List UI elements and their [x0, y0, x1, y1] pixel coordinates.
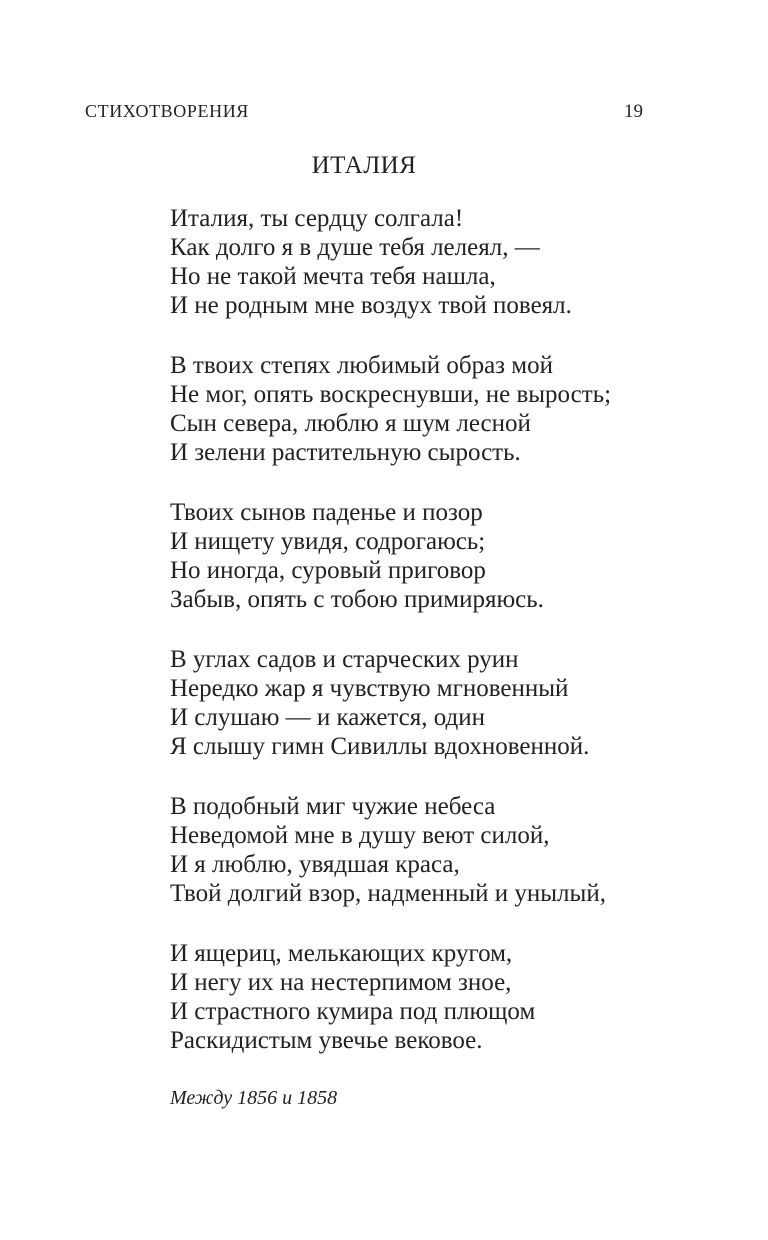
poem-line: Нередко жар я чувствую мгновенный	[170, 675, 569, 702]
running-header	[85, 100, 643, 123]
page-number: 19	[624, 101, 643, 122]
poem-title: ИТАЛИЯ	[311, 152, 417, 179]
poem-body	[170, 204, 728, 1110]
running-header-section: СТИХОТВОРЕНИЯ	[85, 101, 249, 121]
poem-line: Но не такой мечта тебя нашла,	[170, 263, 496, 290]
poem-line: И не родным мне воздух твой повеял.	[170, 292, 572, 319]
poem-line: Сын севера, люблю я шум лесной	[170, 410, 531, 437]
poem-line: В подобный миг чужие небеса	[170, 793, 496, 820]
stanza-3	[170, 498, 728, 614]
poem-line: Италия, ты сердцу солгала!	[170, 205, 464, 232]
poem-line: Я слышу гимн Сивиллы вдохновенной.	[170, 733, 590, 760]
poem-line: Но иногда, суровый приговор	[170, 557, 486, 584]
poem-line: И зелени растительную сырость.	[170, 439, 521, 466]
poem-line: И страстного кумира под плющом	[170, 998, 536, 1025]
poem-line: Твой долгий взор, надменный и унылый,	[170, 880, 606, 907]
poem-line: Не мог, опять воскреснувши, не вырость;	[170, 381, 612, 408]
poem-line: Неведомой мне в душу веют силой,	[170, 822, 550, 849]
stanza-4	[170, 645, 728, 761]
poem-line: В твоих степях любимый образ мой	[170, 352, 553, 379]
poem-date-note: Между 1856 и 1858	[170, 1087, 338, 1109]
poem-line: Как долго я в душе тебя лелеял, —	[170, 234, 540, 261]
poem-line: Забыв, опять с тобою примиряюсь.	[170, 586, 544, 613]
stanza-2	[170, 351, 728, 467]
poem-line: И негу их на нестерпимом зное,	[170, 969, 512, 996]
poem-line: Раскидистым увечье вековое.	[170, 1027, 483, 1054]
poem-line: И ящериц, мелькающих кругом,	[170, 940, 513, 967]
poem-line: И нищету увидя, содрогаюсь;	[170, 528, 486, 555]
poem-line: Твоих сынов паденье и позор	[170, 499, 483, 526]
stanza-6	[170, 939, 728, 1055]
stanza-1	[170, 204, 728, 320]
stanza-5	[170, 792, 728, 908]
poem-line: В углах садов и старческих руин	[170, 646, 519, 673]
poem-line: И слушаю — и кажется, один	[170, 704, 486, 731]
poem-line: И я люблю, увядшая краса,	[170, 851, 460, 878]
